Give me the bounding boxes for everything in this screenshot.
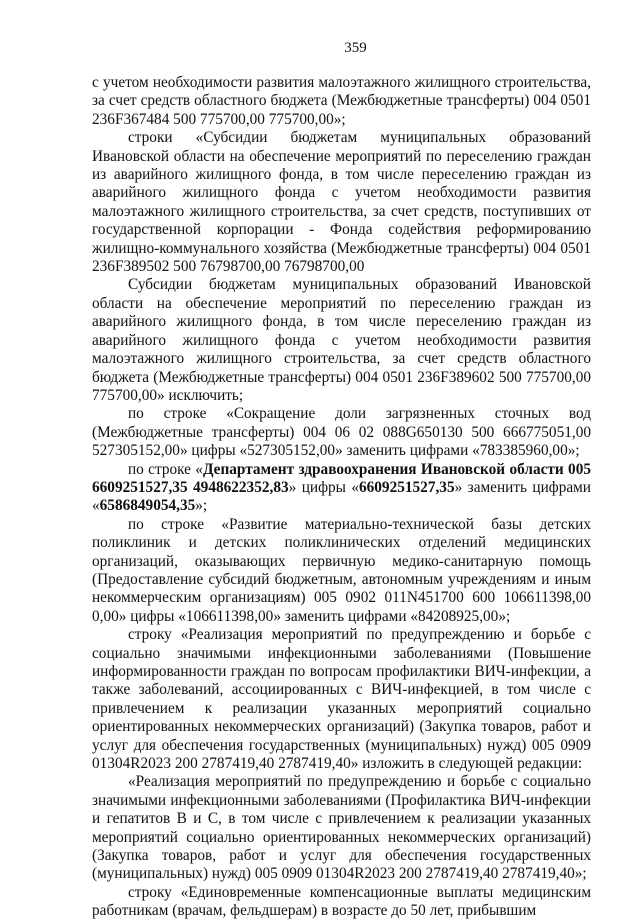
bold-text-run: 6609251527,35 — [358, 478, 455, 496]
text-run: »; — [195, 497, 208, 515]
document-body — [92, 74, 591, 921]
paragraph-p3 — [92, 276, 591, 405]
text-run: строку «Реализация мероприятий по предупреждению и борьбе с социально значимыми инфекционными заболеваниями (Повышение информированности граждан по вопросам профилактики ВИЧ-инфекции, а также заболеваний, ассоциированных с ВИЧ-инфекцией, в том числе с привлечением к реализации указанных мероприятий социально ориентированных некоммерческих организаций) (Закупка товаров, работ и услуг для обеспечения государственных (муниципальных) нужд) 005 0909 01304R2023 200 2787419,40 2787419,40» изложить в следующей редакции: — [92, 626, 591, 773]
paragraph-p7 — [92, 626, 591, 773]
text-run: по строке «Сокращение доли загрязненных сточных вод (Межбюджетные трансферты) 004 06 02 088G650130 500 666775051,00 527305152,00» цифры «527305152,00» заменить цифрами «783385960,00»; — [92, 405, 591, 460]
paragraph-p4 — [92, 405, 591, 460]
paragraph-p8 — [92, 773, 591, 883]
text-run: по строке « — [128, 460, 203, 478]
text-run: «Реализация мероприятий по предупреждению и борьбе с социально значимыми инфекционными заболеваниями (Профилактика ВИЧ-инфекции и гепатитов В и С, в том числе с привлечением к реализации указанных мероприятий социально ориентированных некоммерческих организаций) (Закупка товаров, работ и услуг для обеспечения государственных (муниципальных) нужд) 005 0909 01304R2023 200 2787419,40 2787419,40»; — [92, 773, 591, 883]
text-run: с учетом необходимости развития малоэтажного жилищного строительства, за счет средств областного бюджета (Межбюджетные трансферты) 004 0501 236F367484 500 775700,00 775700,00»; — [92, 74, 591, 128]
text-run: строки «Субсидии бюджетам муниципальных образований Ивановской области на обеспечение мероприятий по переселению граждан из аварийного жилищного фонда, в том числе переселению граждан из аварийного жилищного фонда с учетом необходимости развития малоэтажного жилищного строительства, за счет средств, поступивших от государственной корпорации - Фонда содействия реформированию жилищно-коммунального хозяйства (Межбюджетные трансферты) 004 0501 236F389502 500 76798700,00 76798700,00 — [92, 129, 591, 276]
bold-text-run: 6586849054,35 — [99, 497, 196, 515]
text-run: по строке «Развитие материально-технической базы детских поликлиник и детских поликлинических отделений медицинских организаций, оказывающих первичную медико-санитарную помощь (Предоставление субсидий бюджетным, автономным учреждениям и иным некоммерческим организациям) 005 0902 011N451700 600 106611398,00 0,00» цифры «106611398,00» заменить цифрами «84208925,00»; — [92, 515, 591, 625]
paragraph-p2 — [92, 129, 591, 276]
page-number: 359 — [344, 40, 367, 56]
paragraph-p9 — [92, 884, 591, 921]
text-run: » цифры « — [288, 478, 359, 496]
text-run: » заменить цифрами « — [92, 478, 591, 515]
paragraph-p6 — [92, 516, 591, 626]
text-run: строку «Единовременные компенсационные выплаты медицинским работникам (врачам, фельдшерам) в возрасте до 50 лет, прибывшим — [92, 883, 591, 920]
paragraph-p5 — [92, 461, 591, 516]
text-run: Субсидии бюджетам муниципальных образований Ивановской области на обеспечение мероприятий по переселению граждан из аварийного жилищного фонда, в том числе переселению граждан из аварийного жилищного фонда с учетом необходимости развития малоэтажного жилищного строительства, за счет средств областного бюджета (Межбюджетные трансферты) 004 0501 236F389602 500 775700,00 775700,00» исключить; — [92, 276, 591, 404]
bold-text-run: Департамент здравоохранения Ивановской области 005 6609251527,35 4948622352,83 — [92, 460, 591, 496]
paragraph-p1 — [92, 74, 591, 129]
